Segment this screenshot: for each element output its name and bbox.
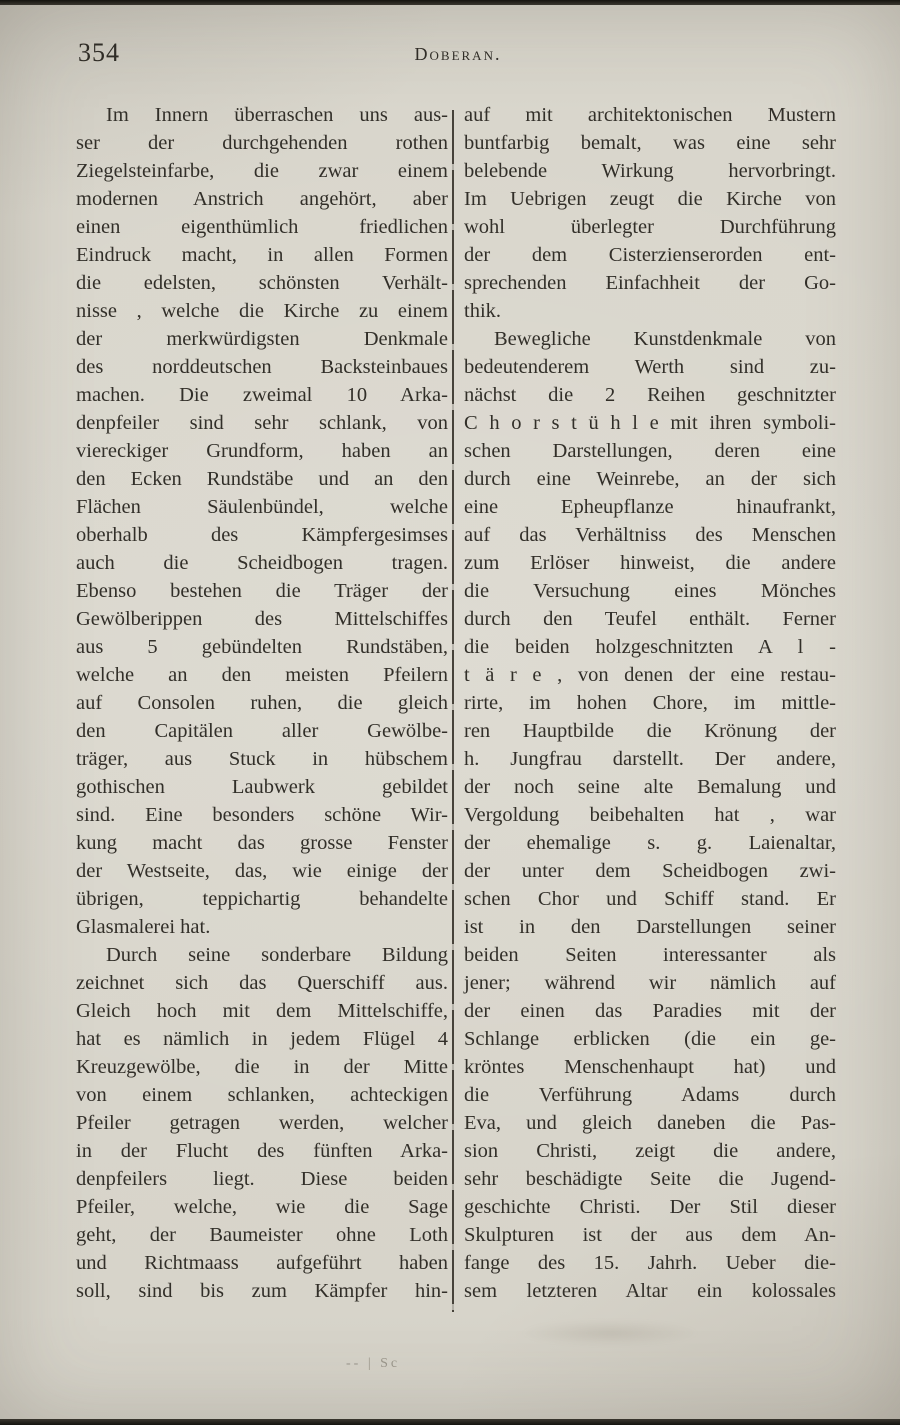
text-line: viereckiger Grundform, haben an bbox=[76, 440, 448, 462]
text-line: thik. bbox=[464, 300, 502, 322]
text-line: soll, sind bis zum Kämpfer hin- bbox=[76, 1280, 448, 1302]
text-line: und Richtmaass aufgeführt haben bbox=[76, 1252, 448, 1274]
text-line: ist in den Darstellungen seiner bbox=[464, 916, 836, 938]
running-title: Doberan. bbox=[414, 44, 502, 64]
text-line: der dem Cisterzienserorden ent- bbox=[464, 244, 836, 266]
page-number: 354 bbox=[78, 38, 120, 67]
text-line: rirte, im hohen Chore, im mittle- bbox=[464, 692, 836, 714]
text-line: der unter dem Scheidbogen zwi- bbox=[464, 860, 836, 882]
scan-edge-top bbox=[0, 0, 900, 5]
text-line: fange des 15. Jahrh. Ueber die- bbox=[464, 1252, 836, 1274]
text-line: geht, der Baumeister ohne Loth bbox=[76, 1224, 448, 1246]
text-line: eine Epheupflanze hinaufrankt, bbox=[464, 496, 836, 518]
text-line: sind. Eine besonders schöne Wir- bbox=[76, 804, 448, 826]
text-line: der Westseite, das, wie einige der bbox=[76, 860, 448, 882]
text-line: bedeutenderem Werth sind zu- bbox=[464, 356, 836, 378]
text-line: der einen das Paradies mit der bbox=[464, 1000, 836, 1022]
text-line: auf mit architektonischen Mustern bbox=[464, 104, 836, 126]
text-line: zeichnet sich das Querschiff aus. bbox=[76, 972, 448, 994]
text-line: Flächen Säulenbündel, welche bbox=[76, 496, 448, 518]
bleed-through-smudge bbox=[520, 1320, 700, 1346]
text-line: ser der durchgehenden rothen bbox=[76, 132, 448, 154]
text-line: die Versuchung eines Mönches bbox=[464, 580, 836, 602]
text-line: modernen Anstrich angehört, aber bbox=[76, 188, 448, 210]
text-line: Ziegelsteinfarbe, die zwar einem bbox=[76, 160, 448, 182]
text-line: Durch seine sonderbare Bildung bbox=[106, 944, 448, 966]
text-line: die edelsten, schönsten Verhält- bbox=[76, 272, 448, 294]
text-line: Eindruck macht, in allen Formen bbox=[76, 244, 448, 266]
text-line: Pfeiler getragen werden, welcher bbox=[76, 1112, 448, 1134]
text-line: Vergoldung beibehalten hat , war bbox=[464, 804, 836, 826]
text-line: Gewölberippen des Mittelschiffes bbox=[76, 608, 448, 630]
text-line: übrigen, teppichartig behandelte bbox=[76, 888, 448, 910]
text-line: auch die Scheidbogen tragen. bbox=[76, 552, 448, 574]
text-line: Skulpturen ist der aus dem An- bbox=[464, 1224, 836, 1246]
text-line: Glasmalerei hat. bbox=[76, 916, 211, 938]
text-line: den Ecken Rundstäbe und an den bbox=[76, 468, 448, 490]
text-line: der merkwürdigsten Denkmale bbox=[76, 328, 448, 350]
text-line: Kreuzgewölbe, die in der Mitte bbox=[76, 1056, 448, 1078]
text-line: belebende Wirkung hervorbringt. bbox=[464, 160, 836, 182]
text-line: kröntes Menschenhaupt hat) und bbox=[464, 1056, 836, 1078]
text-line: wohl überlegter Durchführung bbox=[464, 216, 836, 238]
text-line: t ä r e , von denen der eine restau- bbox=[464, 664, 836, 686]
text-line: des norddeutschen Backsteinbaues bbox=[76, 356, 448, 378]
text-line: C h o r s t ü h l e mit ihren symboli- bbox=[464, 412, 836, 434]
text-line: schen Chor und Schiff stand. Er bbox=[464, 888, 836, 910]
text-line: welche an den meisten Pfeilern bbox=[76, 664, 448, 686]
text-line: Eva, und gleich daneben die Pas- bbox=[464, 1112, 836, 1134]
text-line: h. Jungfrau darstellt. Der andere, bbox=[464, 748, 836, 770]
text-line: nisse , welche die Kirche zu einem bbox=[76, 300, 448, 322]
text-line: den Capitälen aller Gewölbe- bbox=[76, 720, 448, 742]
text-line: beiden Seiten interessanter als bbox=[464, 944, 836, 966]
text-line: Ebenso bestehen die Träger der bbox=[76, 580, 448, 602]
text-line: zum Erlöser hinweist, die andere bbox=[464, 552, 836, 574]
text-column-left bbox=[76, 101, 448, 1305]
text-line: Im Innern überraschen uns aus- bbox=[106, 104, 448, 126]
text-line: Gleich hoch mit dem Mittelschiffe, bbox=[76, 1000, 448, 1022]
text-line: hat es nämlich in jedem Flügel 4 bbox=[76, 1028, 448, 1050]
column-divider-rule bbox=[452, 110, 454, 1312]
text-line: gothischen Laubwerk gebildet bbox=[76, 776, 448, 798]
text-line: denpfeilers liegt. Diese beiden bbox=[76, 1168, 448, 1190]
text-line: denpfeiler sind sehr schlank, von bbox=[76, 412, 448, 434]
text-line: Im Uebrigen zeugt die Kirche von bbox=[464, 188, 836, 210]
text-line: sem letzteren Altar ein kolossales bbox=[464, 1280, 836, 1302]
text-line: geschichte Christi. Der Stil dieser bbox=[464, 1196, 836, 1218]
text-line: kung macht das grosse Fenster bbox=[76, 832, 448, 854]
text-line: auf das Verhältniss des Menschen bbox=[464, 524, 836, 546]
text-line: die beiden holzgeschnitzten A l - bbox=[464, 636, 836, 658]
text-line: Schlange erblicken (die ein ge- bbox=[464, 1028, 836, 1050]
text-line: buntfarbig bemalt, was eine sehr bbox=[464, 132, 836, 154]
text-line: Pfeiler, welche, wie die Sage bbox=[76, 1196, 448, 1218]
text-line: durch eine Weinrebe, an der sich bbox=[464, 468, 836, 490]
text-line: sehr beschädigte Seite die Jugend- bbox=[464, 1168, 836, 1190]
text-line: schen Darstellungen, deren eine bbox=[464, 440, 836, 462]
text-line: in der Flucht des fünften Arka- bbox=[76, 1140, 448, 1162]
text-line: machen. Die zweimal 10 Arka- bbox=[76, 384, 448, 406]
text-line: durch den Teufel enthält. Ferner bbox=[464, 608, 836, 630]
text-line: jener; während wir nämlich auf bbox=[464, 972, 836, 994]
text-line: Bewegliche Kunstdenkmale von bbox=[494, 328, 836, 350]
text-line: nächst die 2 Reihen geschnitzter bbox=[464, 384, 836, 406]
text-line: die Verführung Adams durch bbox=[464, 1084, 836, 1106]
text-line: sprechenden Einfachheit der Go- bbox=[464, 272, 836, 294]
text-line: oberhalb des Kämpfergesimses bbox=[76, 524, 448, 546]
text-line: träger, aus Stuck in hübschem bbox=[76, 748, 448, 770]
text-line: sion Christi, zeigt die andere, bbox=[464, 1140, 836, 1162]
text-line: aus 5 gebündelten Rundstäben, bbox=[76, 636, 448, 658]
text-line: einen eigenthümlich friedlichen bbox=[76, 216, 448, 238]
text-line: der ehemalige s. g. Laienaltar, bbox=[464, 832, 836, 854]
text-line: der noch seine alte Bemalung und bbox=[464, 776, 836, 798]
scan-edge-bottom bbox=[0, 1419, 900, 1425]
text-line: ren Hauptbilde die Krönung der bbox=[464, 720, 836, 742]
text-line: auf Consolen ruhen, die gleich bbox=[76, 692, 448, 714]
footer-mark: -- | Sc bbox=[346, 1356, 401, 1371]
text-line: von einem schlanken, achteckigen bbox=[76, 1084, 448, 1106]
text-column-right bbox=[464, 101, 836, 1305]
